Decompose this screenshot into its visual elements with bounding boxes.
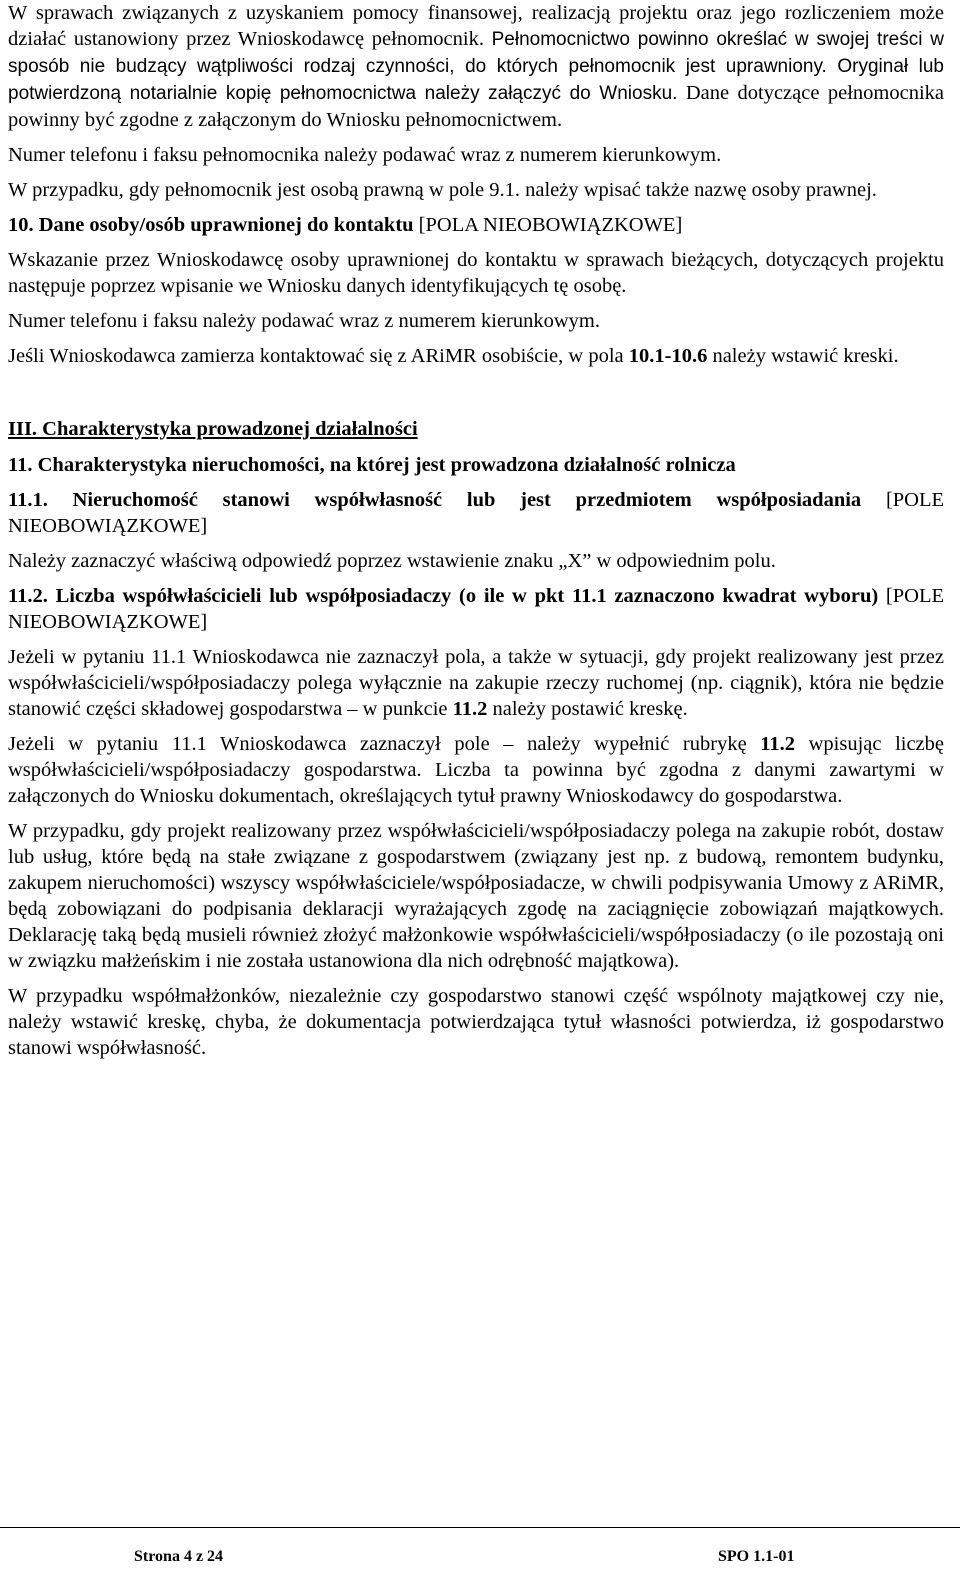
paragraph-contact-dashes — [8, 343, 944, 369]
section-3-title: III. Charakterystyka prowadzonej działalności — [8, 418, 418, 440]
paragraph-proxy-phone: Numer telefonu i faksu pełnomocnika należy podawać wraz z numerem kierunkowym. — [8, 144, 722, 166]
heading-11-2 — [8, 583, 944, 635]
heading-11-1-title: 11.1. Nieruchomość stanowi współwłasność lub jest przedmiotem współposiadania — [8, 489, 862, 511]
text-not-marked-a: Jeżeli w pytaniu 11.1 Wnioskodawca nie zaznaczył pola, a także w sytuacji, gdy projekt realizowany jest przez współwłaścicieli/współposiadaczy polega wyłącznie na zakupie rzeczy ruchomej (np. ciągnik), która nie będzie stanowić części składowej gospodarstwa – w punkcie — [8, 646, 944, 720]
heading-11-1-tag: [POLE NIEOBOWIĄZKOWE] — [8, 489, 945, 537]
paragraph-contact-person: Wskazanie przez Wnioskodawcę osoby uprawnionej do kontaktu w sprawach bieżących, dotyczących projektu następuje poprzez wpisanie we Wniosku danych identyfikujących tę osobę. — [8, 249, 944, 297]
text-dashes-c: należy wstawić kreski. — [712, 345, 899, 367]
heading-10-tag: [POLA NIEOBOWIĄZKOWE] — [418, 214, 683, 236]
document-page — [8, 0, 944, 1070]
paragraph-co-owners: W przypadku, gdy projekt realizowany przez współwłaścicieli/współposiadaczy polega na zakupie robót, dostaw lub usług, które będą na stałe związane z gospodarstwem (związany jest np. z budową, remontem budynku, zakupem nieruchomości) wszyscy współwłaściciele/współposiadacze, w chwili podpisywania Umowy z ARiMR, będą zobowiązani do podpisania deklaracji wyrażających zgodę na zaciągnięcie zobowiązań majątkowych. Deklarację taką będą musieli również złożyć małżonkowie współwłaścicieli/współposiadaczy (o ile pozostają oni w związku małżeńskim i nie została ustanowiona dla nich odrębność majątkowa). — [8, 820, 944, 972]
heading-10-title: Dane osoby/osób uprawnionej do kontaktu — [38, 214, 414, 236]
footer-divider — [0, 1527, 960, 1528]
text-not-marked-c: należy postawić kreskę. — [492, 698, 688, 720]
text-marked-a: Jeżeli w pytaniu 11.1 Wnioskodawca zaznaczył pole – należy wypełnić rubrykę — [8, 733, 747, 755]
text-not-marked-ref: 11.2 — [452, 698, 488, 720]
text-marked-c: wpisując liczbę współwłaścicieli/współposiadaczy gospodarstwa. — [8, 733, 945, 781]
heading-10 — [8, 212, 944, 238]
text-proxy-intro: W sprawach związanych z uzyskaniem pomocy finansowej, realizacją projektu oraz jego rozliczeniem może działać ustanowiony przez Wnioskodawcę pełnomocnik. — [8, 2, 944, 50]
heading-11: 11. Charakterystyka nieruchomości, na której jest prowadzona działalność rolnicza — [8, 454, 736, 476]
text-marked-d: Liczba ta powinna być zgodna z danymi zawartymi w załączonych do Wniosku dokumentach, określających tytuł prawny Wnioskodawcy do gospodarstwa. — [8, 759, 944, 807]
text-proxy-data: Dane dotyczące pełnomocnika powinny być zgodne z załączonym do Wniosku pełnomocnictwem. — [8, 82, 945, 131]
paragraph-spouses: W przypadku współmałżonków, niezależnie czy gospodarstwo stanowi część wspólnoty majątkowej czy nie, należy wstawić kreskę, chyba, że dokumentacja potwierdzająca tytuł własności potwierdza, iż gospodarstwo stanowi współwłasność. — [8, 985, 944, 1059]
footer-document-code: SPO 1.1-01 — [718, 1548, 795, 1565]
paragraph-proxy — [8, 0, 944, 133]
paragraph-not-marked — [8, 644, 944, 722]
text-dashes-range: 10.1-10.6 — [628, 345, 708, 367]
footer-page-number: Strona 4 z 24 — [134, 1548, 224, 1565]
text-marked-ref: 11.2 — [760, 733, 796, 755]
text-dashes-a: Jeśli Wnioskodawca zamierza kontaktować się z ARiMR osobiście, w pola — [8, 345, 624, 367]
paragraph-mark-x: Należy zaznaczyć właściwą odpowiedź poprzez wstawienie znaku „X” w odpowiednim polu. — [8, 550, 776, 572]
heading-11-2-title: 11.2. Liczba współwłaścicieli lub współposiadaczy (o ile w pkt 11.1 zaznaczono kwadrat wyboru) — [8, 585, 879, 607]
paragraph-marked — [8, 731, 944, 809]
text-proxy-scope: Pełnomocnictwo powinno określać w swojej treści w sposób nie budzący wątpliwości rodzaj czynności, do których pełnomocnik jest uprawniony. Oryginał lub potwierdzoną notarialnie kopię pełnomocnictwa należy załączyć do Wniosku. — [8, 29, 944, 104]
heading-10-number: 10. — [8, 214, 34, 236]
heading-11-1 — [8, 487, 944, 539]
paragraph-contact-phone: Numer telefonu i faksu należy podawać wraz z numerem kierunkowym. — [8, 310, 600, 332]
heading-11-2-tag: [POLE NIEOBOWIĄZKOWE] — [8, 585, 944, 633]
paragraph-proxy-legal: W przypadku, gdy pełnomocnik jest osobą prawną w pole 9.1. należy wpisać także nazwę osoby prawnej. — [8, 179, 877, 201]
